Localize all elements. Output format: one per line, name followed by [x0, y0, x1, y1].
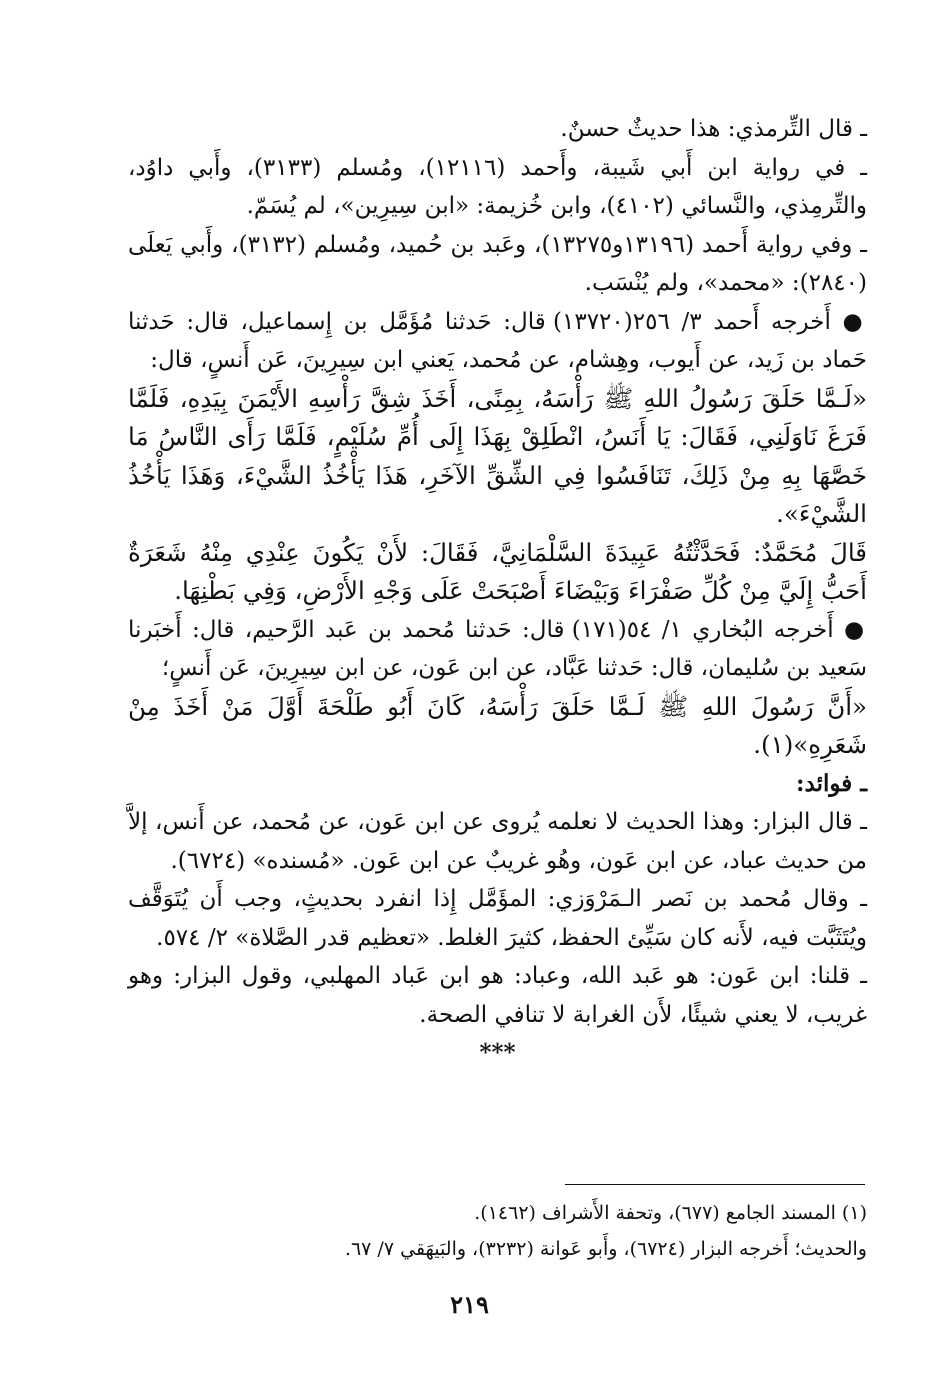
hadith-continuation: قَالَ مُحَمَّدٌ: فَحَدَّثْتُهُ عَبِيدَةَ السَّلْمَانِيَّ، فَقَالَ: لأَنْ يَكُونَ عِنْدِي مِنْهُ شَعَرَةٌ أَحَبُّ إِلَيَّ مِنْ كُلِّ صَفْرَاءَ وَبَيْضَاءَ أَصْبَحَتْ عَلَى وَجْهِ الأَرْضِ، وَفِي بَطْنِهَا. [128, 537, 867, 605]
section-separator: *** [479, 1039, 516, 1066]
main-text [128, 110, 867, 1073]
narration-note-2: ـ وفي رواية أَحمد (١٣١٩٦و١٣٢٧٥)، وعَبد بن حُميد، ومُسلم (٣١٣٢)، وأَبي يَعلَى (٢٨٤٠): «محمد»، ولم يُنْسَب. [128, 231, 868, 296]
page-number: ٢١٩ [450, 1290, 489, 1319]
narration-note-1: ـ في رواية ابن أَبي شَيبة، وأَحمد (١٢١١٦)، ومُسلم (٣١٣٣)، وأَبي داوُد، والتِّرمِذي، والنَّسائي (٤١٠٢)، وابن خُزيمة: «ابن سِيرِين»، لم يُسَمّ. [128, 154, 868, 219]
footnote-1-continuation: والحديث؛ أَخرجه البزار (٦٧٢٤)، وأَبو عَوانة (٣٢٣٢)، والبَيهَقي ٧/ ٦٧. [344, 1238, 867, 1260]
takhrij-bukhari: ● أَخرجه البُخاري ١/ ٥٤(١٧١) قال: حَدثنا مُحمد بن عَبد الرَّحيم، قال: أَخبَرنا سَعيد بن سُليمان، قال: حَدثنا عَبَّاد، عن ابن عَون، عن ابن سِيرِينَ، عَن أَنسٍ؛ [128, 616, 867, 681]
tirmidhi-note: ـ قال التِّرمذي: هذا حديثٌ حسنٌ. [560, 116, 867, 142]
footnote-1: (١) المسند الجامع (٦٧٧)، وتحفة الأَشراف (١٤٦٢). [474, 1202, 867, 1224]
takhrij-ahmad: ● أَخرجه أَحمد ٣/ ٢٥٦(١٣٧٢٠) قال: حَدثنا مُؤَمَّل بن إِسماعيل، قال: حَدثنا حَماد بن زَيد، عن أَيوب، وهِشام، عن مُحمد، يَعني ابن سِيرِينَ، عَن أَنسٍ، قال: [128, 308, 868, 373]
footnotes [150, 1195, 867, 1267]
hadith-bukhari-text: «أَنَّ رَسُولَ اللهِ ﷺ لَـمَّا حَلَقَ رَأْسَهُ، كَانَ أَبُو طَلْحَةَ أَوَّلَ مَنْ أَخَذَ مِنْ شَعَرِهِ»(١). [128, 691, 867, 759]
hadith-text: «لَـمَّا حَلَقَ رَسُولُ اللهِ ﷺ رَأْسَهُ، بِمِنًى، أَخَذَ شِقَّ رَأْسِهِ الأَيْمَنَ بِيَدِهِ، فَلَمَّا فَرَغَ نَاوَلَنِي، فَقَالَ: يَا أَنَسُ، انْطَلِقْ بِهَذَا إِلَى أُمِّ سُلَيْمٍ، فَلَمَّا رَأَى النَّاسُ مَا خَصَّهَا بِهِ مِنْ ذَلِكَ، تَنَافَسُوا فِي الشِّقِّ الآخَرِ، هَذَا يَأْخُذُ الشَّيْءَ، وَهَذَا يَأْخُذُ الشَّيْءَ». [128, 383, 867, 528]
marwazi-note: ـ وقال مُحمد بن نَصر الـمَرْوَزي: المؤَمَّل إِذا انفرد بحديثٍ، وجب أَن يُتَوَقَّف ويُتَثَبَّت فيه، لأَنه كان سَيِّئ الحفظ، كثيرَ الغلط. «تعظيم قدر الصَّلاة» ٢/ ٥٧٤. [128, 886, 867, 951]
editors-note: ـ قلنا: ابن عَون: هو عَبد الله، وعباد: هو ابن عَباد المهلبي، وقول البزار: وهو غريب، لا يعني شيئًا، لأَن الغرابة لا تنافي الصحة. [128, 963, 868, 1028]
benefits-heading: ـ فوائد: [796, 769, 867, 797]
footnote-divider [565, 1184, 865, 1185]
bazzar-note: ـ قال البزار: وهذا الحديث لا نعلمه يُروى عن ابن عَون، عن مُحمد، عن أَنس، إلاَّ من حديث عباد، عن ابن عَون، وهُو غريبٌ عن ابن عَون. «مُسنده» (٦٧٢٤). [128, 809, 867, 874]
